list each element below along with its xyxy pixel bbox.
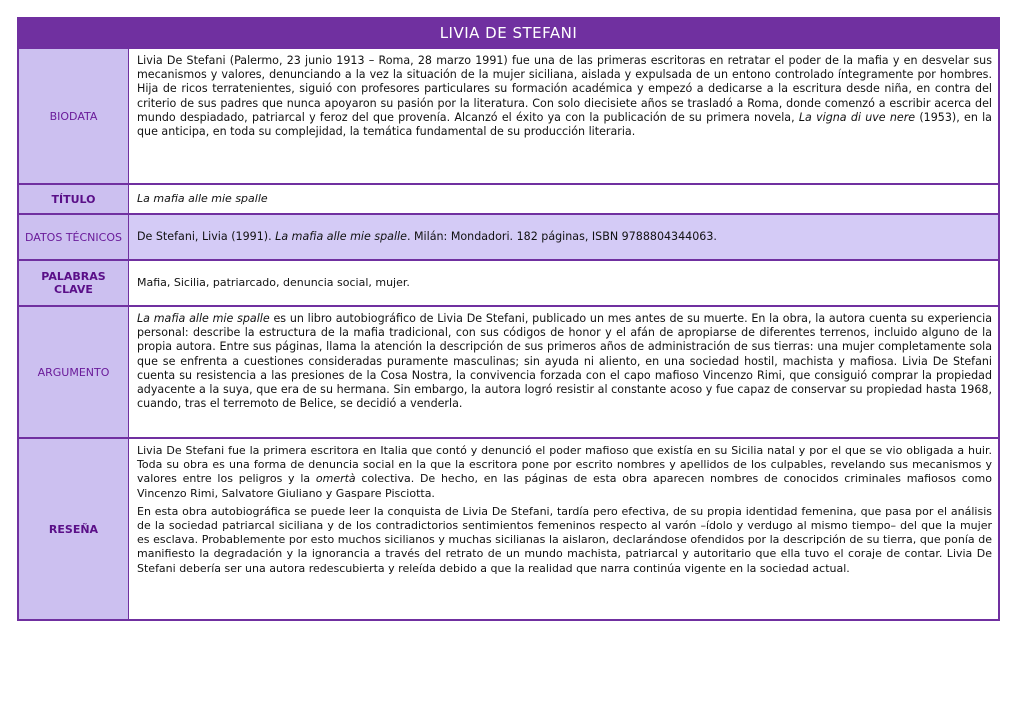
- biodata-text-part: (1953), en la que anticipa, en toda su complejidad, la temática fundamental de su producción literaria.: [137, 110, 992, 139]
- resena-paragraph-2: En esta obra autobiográfica se puede leer la conquista de Livia De Stefani, tardía pero efectiva, de su propia identidad femenina, que pasa por el análisis de la sociedad patriarcal siciliana y de los contradictorios sentimientos femeninos respecto al varón –ídolo y verdugo al mismo tiempo– del que la mujer es esclava. Probablemente por esto muchos sicilianos y muchas sicilianas la aislaron, declarándose ofendidos por la descripción de su tierra, que ponía de manifiesto la degradación y la ignorancia a través del retrato de un mundo machista, patriarcal y autoritario que ella tuvo el coraje de contar. Livia De Stefani debería ser una autora redescubierta y releída debido a que la realidad que narra continúa vigente en la sociedad actual.: [137, 504, 992, 575]
- titulo-value: [129, 185, 998, 213]
- resena-text-part: colectiva. De hecho, en las páginas de esta obra aparecen nombres de conocidos criminales mafiosos como Vincenzo Rimi, Salvatore Giuliano y Gaspare Pisciotta.: [137, 472, 992, 500]
- titulo-row: [19, 183, 998, 213]
- argumento-book-title: La mafia alle mie spalle: [137, 312, 270, 325]
- biodata-text: [129, 49, 998, 183]
- datos-text: [129, 215, 998, 259]
- palabras-row: [19, 259, 998, 305]
- datos-text-part: De Stefani, Livia (1991).: [137, 230, 276, 244]
- biodata-label: BIODATA: [19, 49, 129, 183]
- argumento-row: [19, 305, 998, 437]
- titulo-label: TÍTULO: [19, 185, 129, 213]
- datos-text-part: . Milán: Mondadori. 182 páginas, ISBN 9788804344063.: [406, 230, 717, 244]
- biodata-text-part: Livia De Stefani (Palermo, 23 junio 1913 – Roma, 28 marzo 1991) fue una de las primeras escritoras en retratar el poder de la mafia y en desvelar sus mecanismos y valores, denunciando a la vez la situación de la mujer siciliana, aislada y expulsada de un entono controlado íntegramente por hombres. Hija de ricos terratenientes, siguió con profesores particulares su formación académica y empezó a dedicarse a la escritura desde niña, en contra del criterio de sus padres que nunca apoyaron su pasión por la literatura. Con solo diecisiete años se trasladó a Roma, donde comenzó a escribir acerca del mundo despiadado, patriarcal y feroz del que provenía. Alcanzó el éxito ya con la publicación de su primera novela,: [137, 54, 992, 124]
- argumento-text: [129, 307, 998, 437]
- book-sheet: [17, 17, 1000, 621]
- datos-book-title: La mafia alle mie spalle: [275, 230, 407, 244]
- argumento-label: ARGUMENTO: [19, 307, 129, 437]
- resena-text: [129, 439, 998, 619]
- resena-label: RESEÑA: [19, 439, 129, 619]
- argumento-text-part: es un libro autobiográfico de Livia De Stefani, publicado un mes antes de su muerte. En la obra, la autora cuenta su experiencia personal: describe la estructura de la mafia tradicional, con sus códigos de honor y el afán de apropiarse de diferentes terrenos, incluido alguno de la propia autora. Entre sus páginas, llama la atención la descripción de sus primeros años de administración de sus tierras: una mujer completamente sola que se enfrenta a cuestiones consideradas puramente masculinas; sin ayuda ni aliento, en una sociedad hostil, machista y mafiosa. Livia De Stefani cuenta su resistencia a las presiones de la Cosa Nostra, la convivencia forzada con el capo mafioso Vincenzo Rimi, que consiguió comprar la propiedad adyacente a la suya, que era de su hermana. Sin embargo, la autora logró resistir al constante acoso y fue capaz de conservar su propiedad hasta 1968, cuando, tras el terremoto de Belice, se decidió a venderla.: [137, 312, 992, 411]
- resena-text-part: Livia De Stefani fue la primera escritora en Italia que contó y denunció el poder mafioso que existía en su Sicilia natal y por el que se vio obligada a huir. Toda su obra es una forma de denuncia social en la que la escritora pone por escrito nombres y apellidos de los culpables, revelando sus mecanismos y valores entre los peligros y la: [137, 444, 992, 486]
- page-title: LIVIA DE STEFANI: [19, 19, 998, 47]
- datos-row: [19, 213, 998, 259]
- biodata-row: [19, 47, 998, 183]
- resena-row: [19, 437, 998, 619]
- palabras-value: Mafia, Sicilia, patriarcado, denuncia social, mujer.: [137, 276, 410, 290]
- palabras-label: PALABRAS CLAVE: [19, 261, 129, 305]
- book-title: La mafia alle mie spalle: [137, 192, 268, 206]
- biodata-novel-title: La vigna di uve nere: [798, 110, 916, 124]
- datos-label: DATOS TÉCNICOS: [19, 215, 129, 259]
- resena-italic-term: omertà: [315, 472, 356, 486]
